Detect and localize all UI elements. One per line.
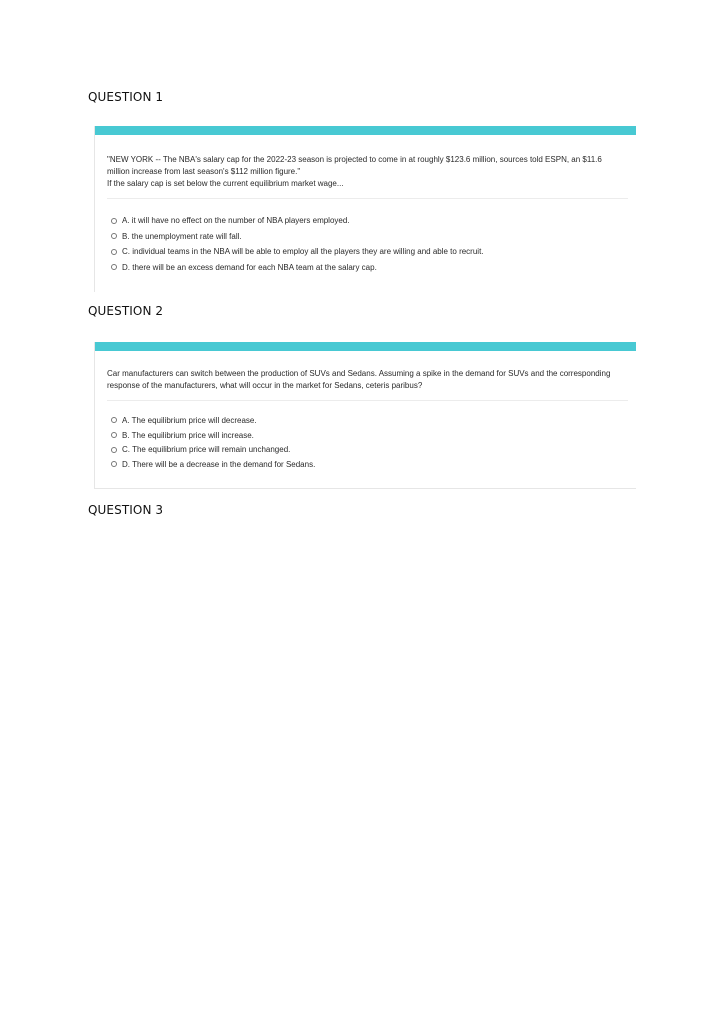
question-3-heading: QUESTION 3 [88, 503, 164, 517]
question-2-option-d[interactable] [111, 457, 624, 472]
radio-button-icon[interactable] [111, 233, 117, 239]
radio-button-icon[interactable] [111, 447, 117, 453]
question-1-card [94, 126, 636, 292]
question-1-prompt-line: "NEW YORK -- The NBA's salary cap for the 2022-23 season is projected to come in at roughly $123.6 million, sources told ESPN, an $11.6 [107, 155, 602, 164]
option-label: A. it will have no effect on the number of NBA players employed. [122, 216, 350, 226]
question-1-accent-bar [95, 126, 636, 135]
option-label: B. the unemployment rate will fall. [122, 231, 242, 241]
question-2-option-b[interactable] [111, 428, 624, 443]
question-1-prompt [107, 154, 624, 190]
option-label: C. The equilibrium price will remain unchanged. [122, 445, 291, 455]
option-label: C. individual teams in the NBA will be able to employ all the players they are willing and able to recruit. [122, 247, 484, 257]
question-2-option-c[interactable] [111, 442, 624, 457]
question-2-option-a[interactable] [111, 413, 624, 428]
radio-button-icon[interactable] [111, 417, 117, 423]
radio-button-icon[interactable] [111, 218, 117, 224]
question-1-divider [107, 198, 628, 199]
radio-button-icon[interactable] [111, 249, 117, 255]
question-1-option-b[interactable] [111, 229, 624, 245]
question-2-heading: QUESTION 2 [88, 304, 164, 318]
question-1-options [111, 213, 624, 275]
question-1-prompt-line: If the salary cap is set below the current equilibrium market wage... [107, 179, 344, 188]
option-label: D. There will be a decrease in the demand for Sedans. [122, 459, 316, 469]
question-2-divider [107, 400, 628, 401]
question-2-card [94, 342, 636, 489]
question-2-prompt-line: Car manufacturers can switch between the production of SUVs and Sedans. Assuming a spike in the demand for SUVs and the corresponding [107, 369, 611, 378]
question-2-options [111, 413, 624, 472]
question-1-option-a[interactable] [111, 213, 624, 229]
question-2-accent-bar [95, 342, 636, 351]
option-label: A. The equilibrium price will decrease. [122, 415, 257, 425]
question-1-prompt-line: million increase from last season's $112 million figure." [107, 167, 301, 176]
option-label: D. there will be an excess demand for each NBA team at the salary cap. [122, 262, 377, 272]
radio-button-icon[interactable] [111, 461, 117, 467]
question-1-heading: QUESTION 1 [88, 90, 164, 104]
radio-button-icon[interactable] [111, 432, 117, 438]
question-2-prompt [107, 368, 624, 392]
option-label: B. The equilibrium price will increase. [122, 430, 254, 440]
question-1-option-c[interactable] [111, 244, 624, 260]
radio-button-icon[interactable] [111, 264, 117, 270]
question-1-option-d[interactable] [111, 260, 624, 276]
question-2-prompt-line: response of the manufacturers, what will occur in the market for Sedans, ceteris paribus? [107, 381, 423, 390]
